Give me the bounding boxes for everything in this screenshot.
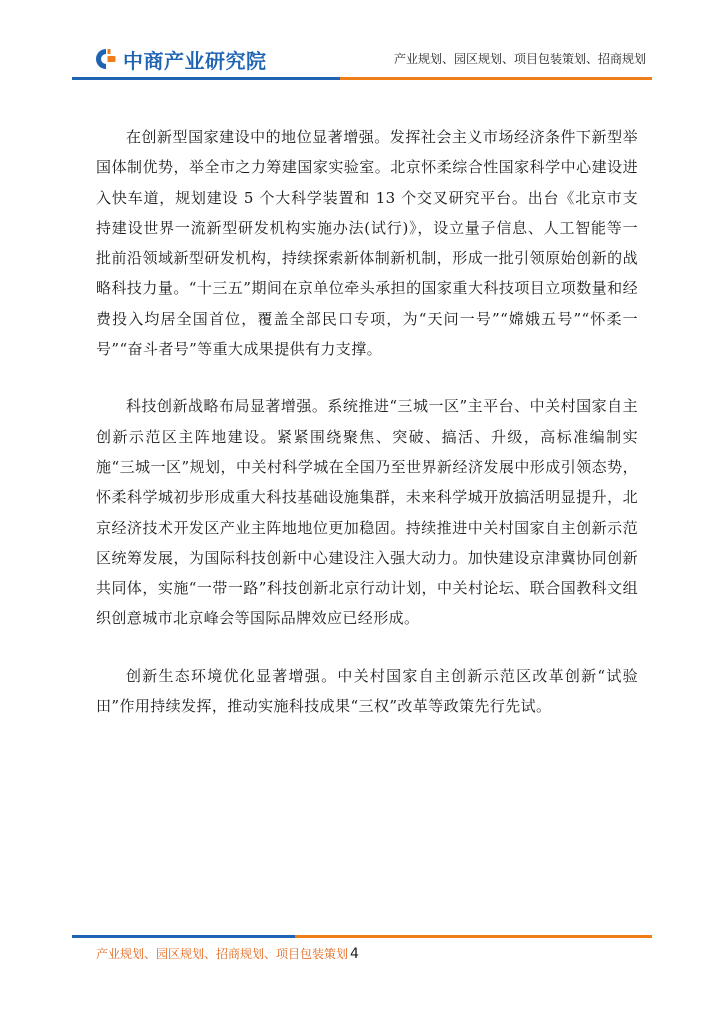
footer-rule-orange	[295, 935, 652, 938]
brand-logo	[94, 44, 267, 74]
footer-tagline: 产业规划、园区规划、招商规划、项目包装策划	[96, 947, 349, 961]
page-footer	[96, 945, 359, 962]
logo-text: 中商产业研究院	[123, 48, 267, 73]
document-body	[96, 122, 638, 748]
page-header	[0, 0, 724, 82]
paragraph: 科技创新战略布局显著增强。系统推进“三城一区”主平台、中关村国家自主创新示范区主阵地建设。紧紧围绕聚焦、突破、搞活、升级，高标准编制实施“三城一区”规划，中关村科学城在全国乃至世界新经济发展中形成引领态势，怀柔科学城初步形成重大科技基础设施集群，未来科学城开放搞活明显提升，北京经济技术开发区产业主阵地地位更加稳固。持续推进中关村国家自主创新示范区统筹发展，为国际科技创新中心建设注入强大动力。加快建设京津冀协同创新共同体，实施“一带一路”科技创新北京行动计划，中关村论坛、联合国教科文组织创意城市北京峰会等国际品牌效应已经形成。	[96, 397, 638, 628]
header-rule-orange	[340, 77, 652, 80]
footer-rule-blue	[72, 935, 295, 938]
header-tagline: 产业规划、园区规划、项目包装策划、招商规划	[393, 52, 646, 66]
page-number: 4	[350, 946, 359, 962]
paragraph: 在创新型国家建设中的地位显著增强。发挥社会主义市场经济条件下新型举国体制优势，举全市之力筹建国家实验室。北京怀柔综合性国家科学中心建设进入快车道，规划建设 5 个大科学装置和 13 个交叉研究平台。出台《北京市支持建设世界一流新型研发机构实施办法(试行)》，设立量子信息、人工智能等一批前沿领域新型研发机构，持续探索新体制新机制，形成一批引领原始创新的战略科技力量。“十三五”期间在京单位牵头承担的国家重大科技项目立项数量和经费投入均居全国首位，覆盖全部民口专项，为“天问一号”“嫦娥五号”“怀柔一号”“奋斗者号”等重大成果提供有力支撑。	[96, 128, 638, 359]
logo-mark-icon	[94, 47, 118, 71]
paragraph: 创新生态环境优化显著增强。中关村国家自主创新示范区改革创新“试验田”作用持续发挥，推动实施科技成果“三权”改革等政策先行先试。	[96, 666, 638, 716]
header-rule-blue	[72, 77, 340, 80]
